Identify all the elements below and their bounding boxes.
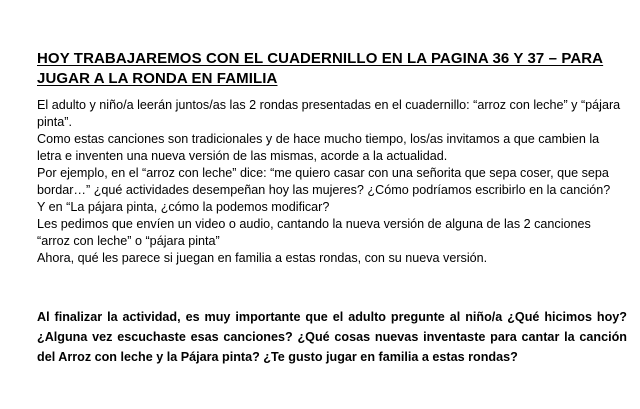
paragraph-change-lyrics: Como estas canciones son tradicionales y de hace mucho tiempo, los/as invitamos a que cambien la letra e inventen una nueva versión de las mismas, acorde a la actualidad.	[37, 132, 600, 163]
document-title: HOY TRABAJAREMOS CON EL CUADERNILLO EN LA PAGINA 36 Y 37 – PARA JUGAR A LA RONDA EN FAMILIA	[37, 50, 604, 87]
paragraph-arroz-example: Por ejemplo, en el “arroz con leche” dice: “me quiero casar con una señorita que sepa coser, que sepa bordar…” ¿qué actividades desempeñan hoy las mujeres? ¿Cómo podríamos escribirlo en la canción?	[37, 166, 611, 197]
paragraph-send-video: Les pedimos que envíen un video o audio, cantando la nueva versión de alguna de las 2 canciones “arroz con leche” o “pájara pinta”	[37, 217, 591, 248]
paragraph-read-together: El adulto y niño/a leerán juntos/as las 2 rondas presentadas en el cuadernillo: “arroz con leche” y “pájara pinta”.	[37, 98, 621, 129]
closing-questions: Al finalizar la actividad, es muy importante que el adulto pregunte al niño/a ¿Qué hicimos hoy? ¿Alguna vez escuchaste esas canciones? ¿Qué cosas nuevas inventaste para cantar la canción del Arroz con leche y la Pájara pinta? ¿Te gusto jugar en familia a estas rondas?	[37, 310, 627, 364]
instructions-body	[37, 97, 627, 267]
paragraph-play-family: Ahora, qué les parece si juegan en familia a estas rondas, con su nueva versión.	[37, 251, 488, 265]
paragraph-pajara-pinta: Y en “La pájara pinta, ¿cómo la podemos modificar?	[37, 200, 330, 214]
